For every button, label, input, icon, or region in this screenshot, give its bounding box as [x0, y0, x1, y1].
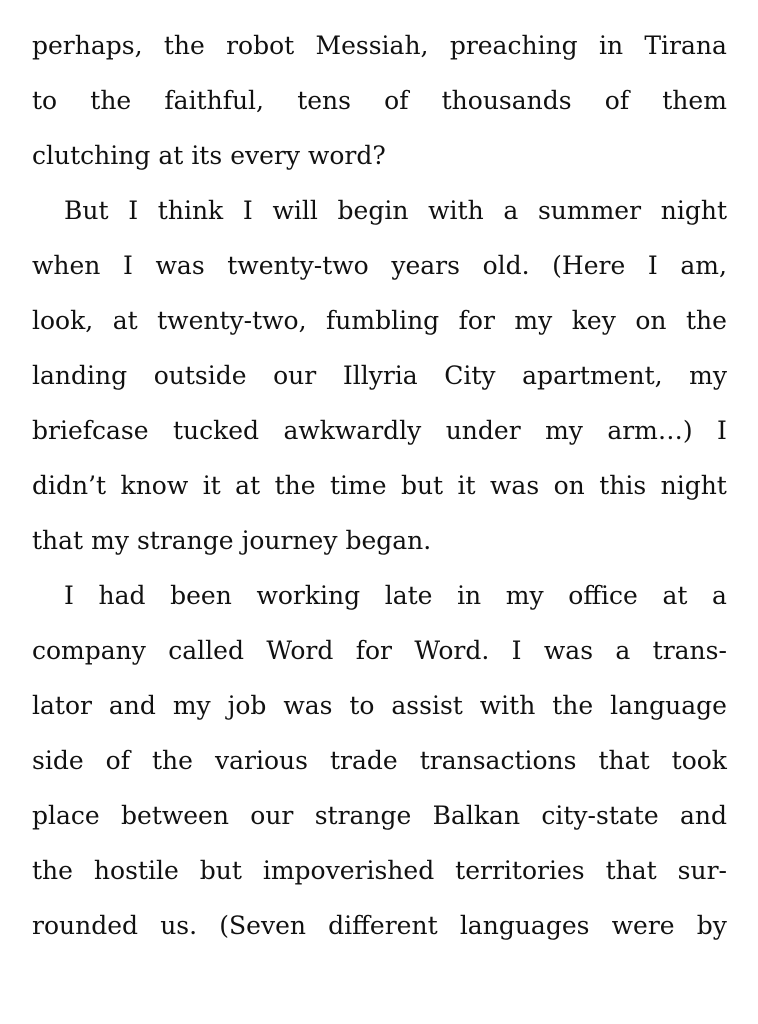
text-line: place between our strange Balkan city-state and [32, 801, 727, 830]
text-line: perhaps, the robot Messiah, preaching in Tirana [32, 31, 727, 60]
text-line: the hostile but impoverished territories that sur- [32, 856, 727, 885]
text-line: landing outside our Illyria City apartment, my [32, 361, 727, 390]
text-line: clutching at its every word? [32, 141, 386, 170]
text-line: when I was twenty-two years old. (Here I am, [32, 251, 727, 280]
text-line: that my strange journey began. [32, 526, 432, 555]
text-line: lator and my job was to assist with the language [32, 691, 727, 720]
text-line: didn’t know it at the time but it was on this night [32, 471, 727, 500]
book-page [32, 18, 727, 953]
text-line: to the faithful, tens of thousands of them [32, 86, 727, 115]
text-line: I had been working late in my office at a [64, 581, 727, 610]
text-line: company called Word for Word. I was a trans- [32, 636, 727, 665]
text-line: rounded us. (Seven different languages were by [32, 911, 727, 940]
text-line: side of the various trade transactions that took [32, 746, 727, 775]
text-line: But I think I will begin with a summer night [64, 196, 727, 225]
text-line: look, at twenty-two, fumbling for my key on the [32, 306, 727, 335]
text-line: briefcase tucked awkwardly under my arm…) I [32, 416, 727, 445]
